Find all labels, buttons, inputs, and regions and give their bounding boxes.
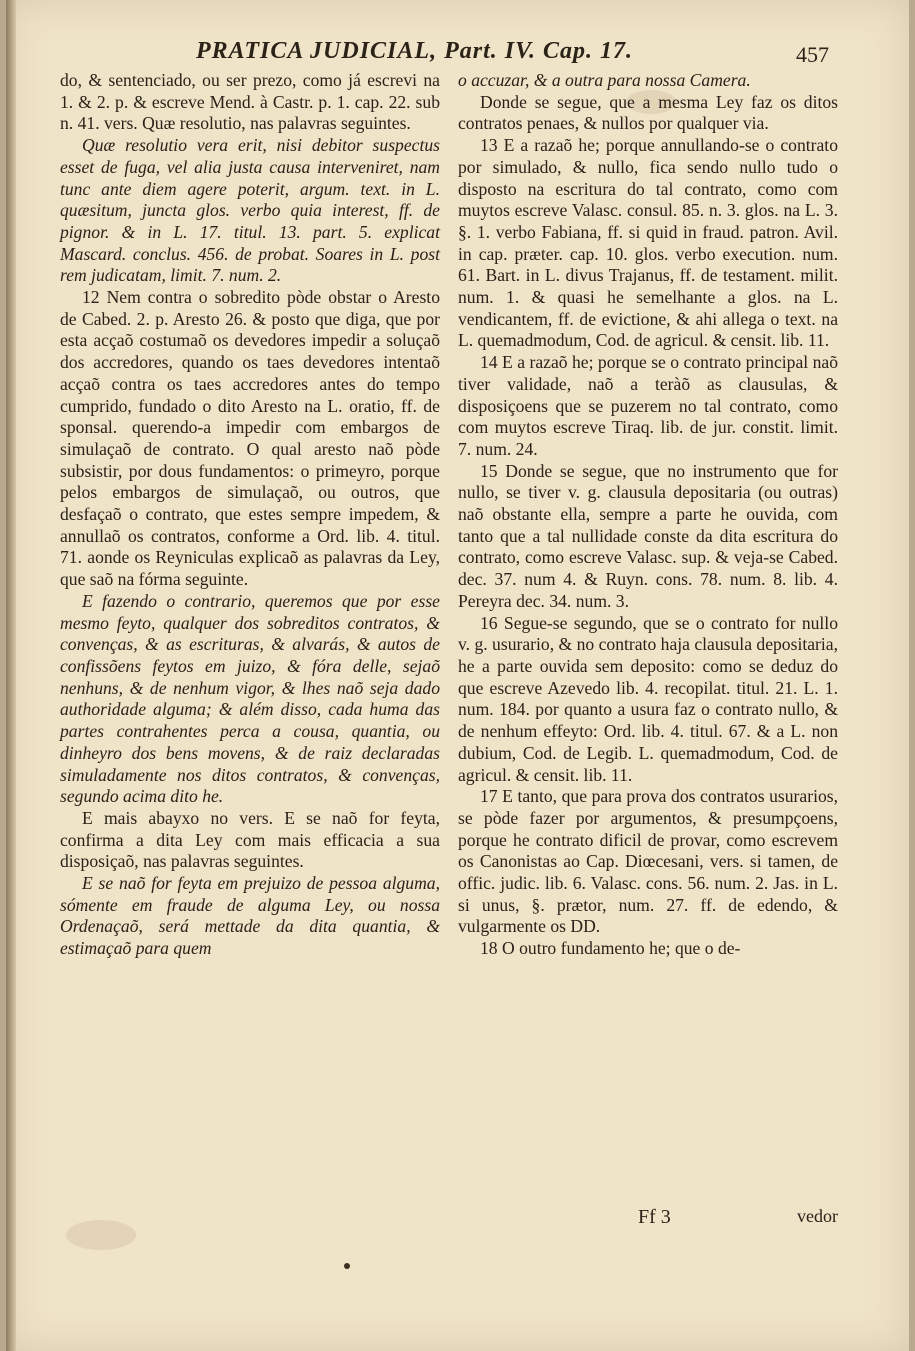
paragraph-numbered: 15 Donde se segue, que no instrumento que for nullo, se tiver v. g. clausula depositaria (ou outras) naõ obstante ella, sempre a parte he ouvida, com tanto que a tal nullidade conste da dita escritura do contrato, como escreve Valasc. sup. & veja-se Cabed. dec. 37. num 4. & Ruyn. cons. 78. num. 8. lib. 4. Pereyra dec. 34. num. 3. bbox=[458, 460, 838, 611]
paper-stain bbox=[66, 1220, 136, 1250]
paragraph-numbered: 12 Nem contra o sobredito pòde obstar o Aresto de Cabed. 2. p. Aresto 26. & posto que diga, que por esta acçaõ costumaõ os devedores impedir a soluçaõ dos accredores, quando os taes devedores intentaõ acçaõ contra os taes accredores antes do tempo cumprido, fundado o dito Aresto na L. oratio, ff. de sponsal. querendo-a impedir com embargos de simulaçaõ de contrato. O qual aresto naõ pòde subsistir, por dous fundamentos: o primeyro, porque pelos embargos de simulaçaõ, ou outros, que desfaçaõ o contrato, que estes sempre impedem, & annullaõ os contratos, conforme a Ord. lib. 4. titul. 71. aonde os Reyniculas explicaõ as palavras da Ley, que saõ na fórma seguinte. bbox=[60, 287, 440, 590]
page-gutter bbox=[6, 0, 16, 1351]
paragraph-numbered: 16 Segue-se segundo, que se o contrato for nullo v. g. usurario, & no contrato haja clausula depositaria, he a parte ouvida sem deposito: como se deduz do que escreve Azevedo lib. 4. recopilat. titul. 21. L. 1. num. 184. por quanto a usura faz o contrato nullo, & de nenhum effeyto: Ord. lib. 4. titul. 67. & a L. non dubium, Cod. de Legib. L. quemadmodum, Cod. de agricul. & censit. lib. 11. bbox=[458, 612, 838, 785]
paragraph: do, & sentenciado, ou ser prezo, como já escrevi na 1. & 2. p. & escreve Mend. à Castr. p. 1. cap. 22. sub n. 41. vers. Quæ resolutio, nas palavras seguintes. bbox=[60, 70, 440, 134]
catchword: vedor bbox=[797, 1206, 838, 1226]
paragraph-numbered: 18 O outro fundamento he; que o de- bbox=[480, 938, 741, 959]
paragraph-numbered: 14 E a razaõ he; porque se o contrato principal naõ tiver validade, naõ a teràõ as clausulas, & disposiçoens que se puzerem no tal contrato, como com muytos escreve Tiraq. lib. de jur. constit. limit. 7. num. 24. bbox=[458, 352, 838, 459]
page-header bbox=[6, 38, 909, 68]
paragraph-quotation: E fazendo o contrario, queremos que por esse mesmo feyto, qualquer dos sobreditos contratos, & convenças, & as escrituras, & alvarás, & autos de confissõens feytos em juizo, & fóra delle, sejaõ nenhuns, & de nenhum vigor, & lhes naõ seja dado authoridade alguma; & além disso, cada huma das partes contrahentes perca a cousa, quantia, ou dinheyro dos bens movens, & de raiz declaradas simuladamente nos ditos contratos, & convenças, segundo acima dito he. bbox=[60, 590, 440, 807]
running-title: PRATICA JUDICIAL, Part. IV. Cap. 17. bbox=[196, 38, 633, 64]
paragraph-quotation: Quæ resolutio vera erit, nisi debitor suspectus esset de fuga, vel alia justa causa interveniret, nam tunc ante diem agere poterit, argum. text. in L. quæsitum, juncta glos. verbo quia interest, ff. de pignor. & in L. 17. titul. 13. part. 5. explicat Mascard. conclus. 456. de probat. Soares in L. post rem judicatam, limit. 7. num. 2. bbox=[60, 135, 440, 286]
paragraph-numbered: 13 E a razaõ he; porque annullando-se o contrato por simulado, & nullo, fica sendo nullo tudo o disposto na escritura do tal contrato, como com muytos escreve Valasc. consul. 85. n. 3. glos. na L. 3. §. 1. verbo Fabiana, ff. si quid in fraud. patron. Avil. in cap. præter. cap. 10. glos. verbo execution. num. 61. Bart. in L. divus Trajanus, ff. de testament. milit. num. 1. & quasi he semelhante a glos. na L. vendicantem, ff. de evictione, & ahi allega o text. na L. quemadmodum, Cod. de agricul. & censit. lib. 11. bbox=[458, 135, 838, 351]
signature-mark: Ff 3 bbox=[638, 1206, 671, 1228]
page-number: 457 bbox=[796, 42, 829, 67]
paragraph: Donde se segue, que a mesma Ley faz os ditos contratos penaes, & nullos por qualquer via. bbox=[458, 91, 838, 134]
right-column bbox=[458, 70, 838, 960]
page-footer bbox=[458, 1206, 838, 1230]
left-column bbox=[60, 70, 440, 960]
paragraph-quotation: o accuzar, & a outra para nossa Camera. bbox=[458, 70, 751, 90]
paragraph: E mais abayxo no vers. E se naõ for feyta, confirma a dita Ley com mais efficacia a sua disposiçaõ, nas palavras seguintes. bbox=[60, 807, 440, 872]
paragraph-quotation: E se naõ for feyta em prejuizo de pessoa alguma, sómente em fraude de alguma Ley, ou nossa Ordenaçaõ, será mettade da dita quantia, & estimaçaõ para quem bbox=[60, 873, 440, 959]
book-page bbox=[6, 0, 909, 1351]
printer-dot bbox=[344, 1263, 350, 1269]
paragraph-numbered: 17 E tanto, que para prova dos contratos usurarios, se pòde fazer por argumentos, & presumpçoens, porque he contrato dificil de provar, como escrevem os Canonistas ao Cap. Diœcesani, vers. si tamen, de offic. judic. lib. 6. Valasc. cons. 56. num. 2. Jas. in L. si unus, §. prætor, num. 27. ff. de edendo, & vulgarmente os DD. bbox=[458, 786, 838, 937]
